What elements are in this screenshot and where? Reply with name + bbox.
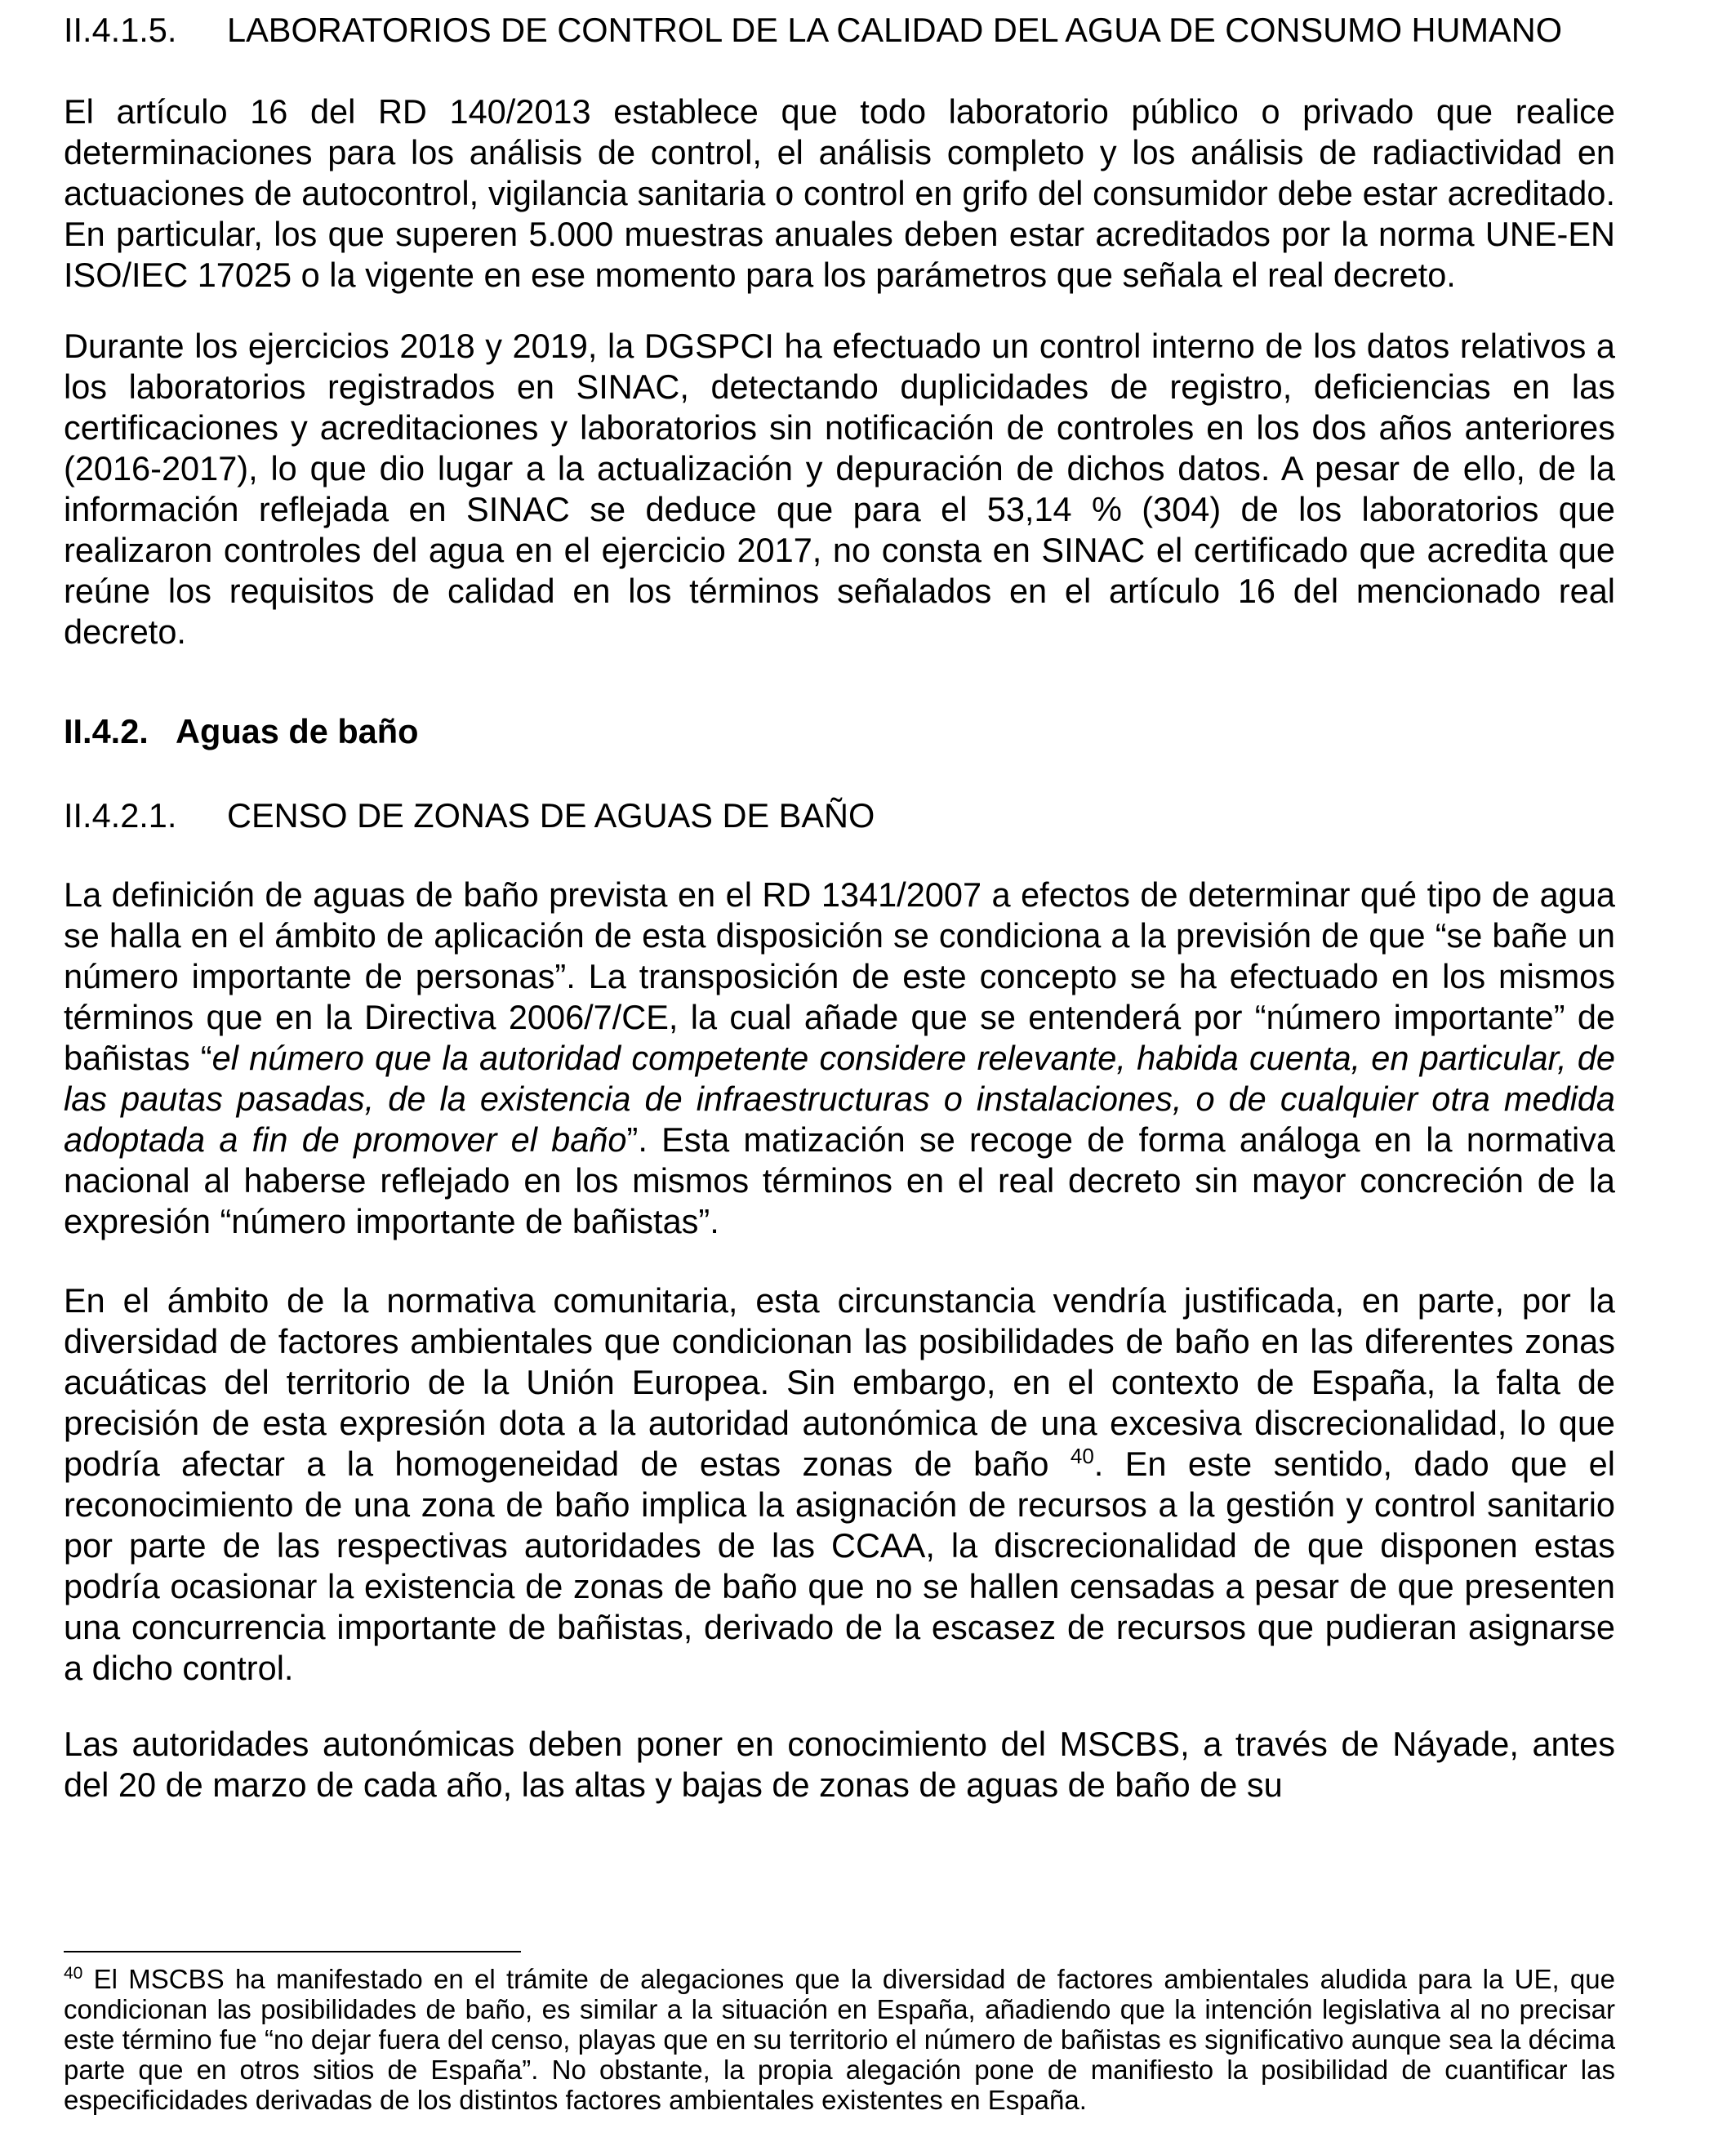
directive-quote: el número que la autoridad competente considere relevante, habida cuenta, en particular, de las pautas pasadas, de la existencia de infraestructuras o instalaciones, o de cualquier otra medida adoptada a fin de promover el baño (64, 1039, 1616, 1159)
paragraph-laboratorios-1: El artículo 16 del RD 140/2013 establece que todo laboratorio público o privado que realice determinaciones para los análisis de control, el análisis completo y los análisis de radiactividad en actuaciones de autocontrol, vigilancia sanitaria o control en grifo del consumidor debe estar acreditado. En particular, los que superen 5.000 muestras anuales deben estar acreditados por la norma UNE-EN ISO/IEC 17025 o la vigente en ese momento para los parámetros que señala el real decreto. (64, 92, 1615, 294)
footnote-number: 40 (64, 1964, 83, 1983)
section-number: II.4.2.1. (64, 796, 177, 835)
section-title: LABORATORIOS DE CONTROL DE LA CALIDAD DEL AGUA DE CONSUMO HUMANO (227, 11, 1562, 49)
paragraph-censo-2 (64, 1280, 1615, 1689)
paragraph-text: . En este sentido, dado que el reconocimiento de una zona de baño implica la asignación de recursos a la gestión y control sanitario por parte de las respectivas autoridades de las CCAA, la discrecionalidad de que disponen estas podría ocasionar la existencia de zonas de baño que no se hallen censadas a pesar de que presenten una concurrencia importante de bañistas, derivado de la escasez de recursos que pudieran asignarse a dicho control. (64, 1445, 1615, 1687)
section-heading-laboratorios (64, 10, 1615, 51)
section-heading-censo (64, 795, 1615, 836)
section-number: II.4.2. (64, 712, 149, 750)
paragraph-text: ”. Esta matización se recoge de forma análoga en la normativa nacional al haberse reflejado en los mismos términos en el real decreto sin mayor concreción de la expresión “número importante de bañistas”. (64, 1120, 1616, 1240)
paragraph-text: En el ámbito de la normativa comunitaria, esta circunstancia vendría justificada, en parte, por la diversidad de factores ambientales que condicionan las posibilidades de baño en las diferentes zonas acuáticas del territorio de la Unión Europea. Sin embargo, en el contexto de España, la falta de precisión de esta expresión dota a la autoridad autonómica de una excesiva discrecionalidad, lo que podría afectar a la homogeneidad de estas zonas de baño (64, 1281, 1615, 1483)
footnote-reference[interactable]: 40 (1070, 1444, 1094, 1469)
document-page (64, 10, 1615, 1805)
section-title: Aguas de baño (176, 712, 419, 750)
section-number: II.4.1.5. (64, 11, 177, 49)
paragraph-censo-1 (64, 875, 1615, 1242)
section-title: CENSO DE ZONAS DE AGUAS DE BAÑO (227, 796, 875, 835)
paragraph-text: La definición de aguas de baño prevista en el RD 1341/2007 a efectos de determinar qué tipo de agua se halla en el ámbito de aplicación de esta disposición se condiciona a la previsión de que “se bañe un número importante de personas”. La transposición de este concepto se ha efectuado en los mismos términos que en la Directiva 2006/7/CE, la cual añade que se entenderá por “número importante” de bañistas “ (64, 875, 1615, 1077)
paragraph-laboratorios-2: Durante los ejercicios 2018 y 2019, la DGSPCI ha efectuado un control interno de los datos relativos a los laboratorios registrados en SINAC, detectando duplicidades de registro, deficiencias en las certificaciones y acreditaciones y laboratorios sin notificación de controles en los dos años anteriores (2016-2017), lo que dio lugar a la actualización y depuración de dichos datos. A pesar de ello, de la información reflejada en SINAC se deduce que para el 53,14 % (304) de los laboratorios que realizaron controles del agua en el ejercicio 2017, no consta en SINAC el certificado que acredita que reúne los requisitos de calidad en los términos señalados en el artículo 16 del mencionado real decreto. (64, 327, 1615, 651)
paragraph-censo-3: Las autoridades autonómicas deben poner en conocimiento del MSCBS, a través de Náyade, antes del 20 de marzo de cada año, las altas y bajas de zonas de aguas de baño de su (64, 1725, 1615, 1804)
footnote (64, 1964, 1615, 2115)
footnote-separator (64, 1951, 521, 1952)
section-heading-aguas-de-bano (64, 711, 1615, 752)
footnote-text: El MSCBS ha manifestado en el trámite de alegaciones que la diversidad de factores ambientales aludida para la UE, que condicionan las posibilidades de baño, es similar a la situación en España, añadiendo que la intención legislativa al no precisar este término fue “no dejar fuera del censo, playas que en su territorio el número de bañistas es significativo aunque sea la décima parte que en otros sitios de España”. No obstante, la propia alegación pone de manifiesto la posibilidad de cuantificar las especificidades derivadas de los distintos factores ambientales existentes en España. (64, 1964, 1615, 2115)
